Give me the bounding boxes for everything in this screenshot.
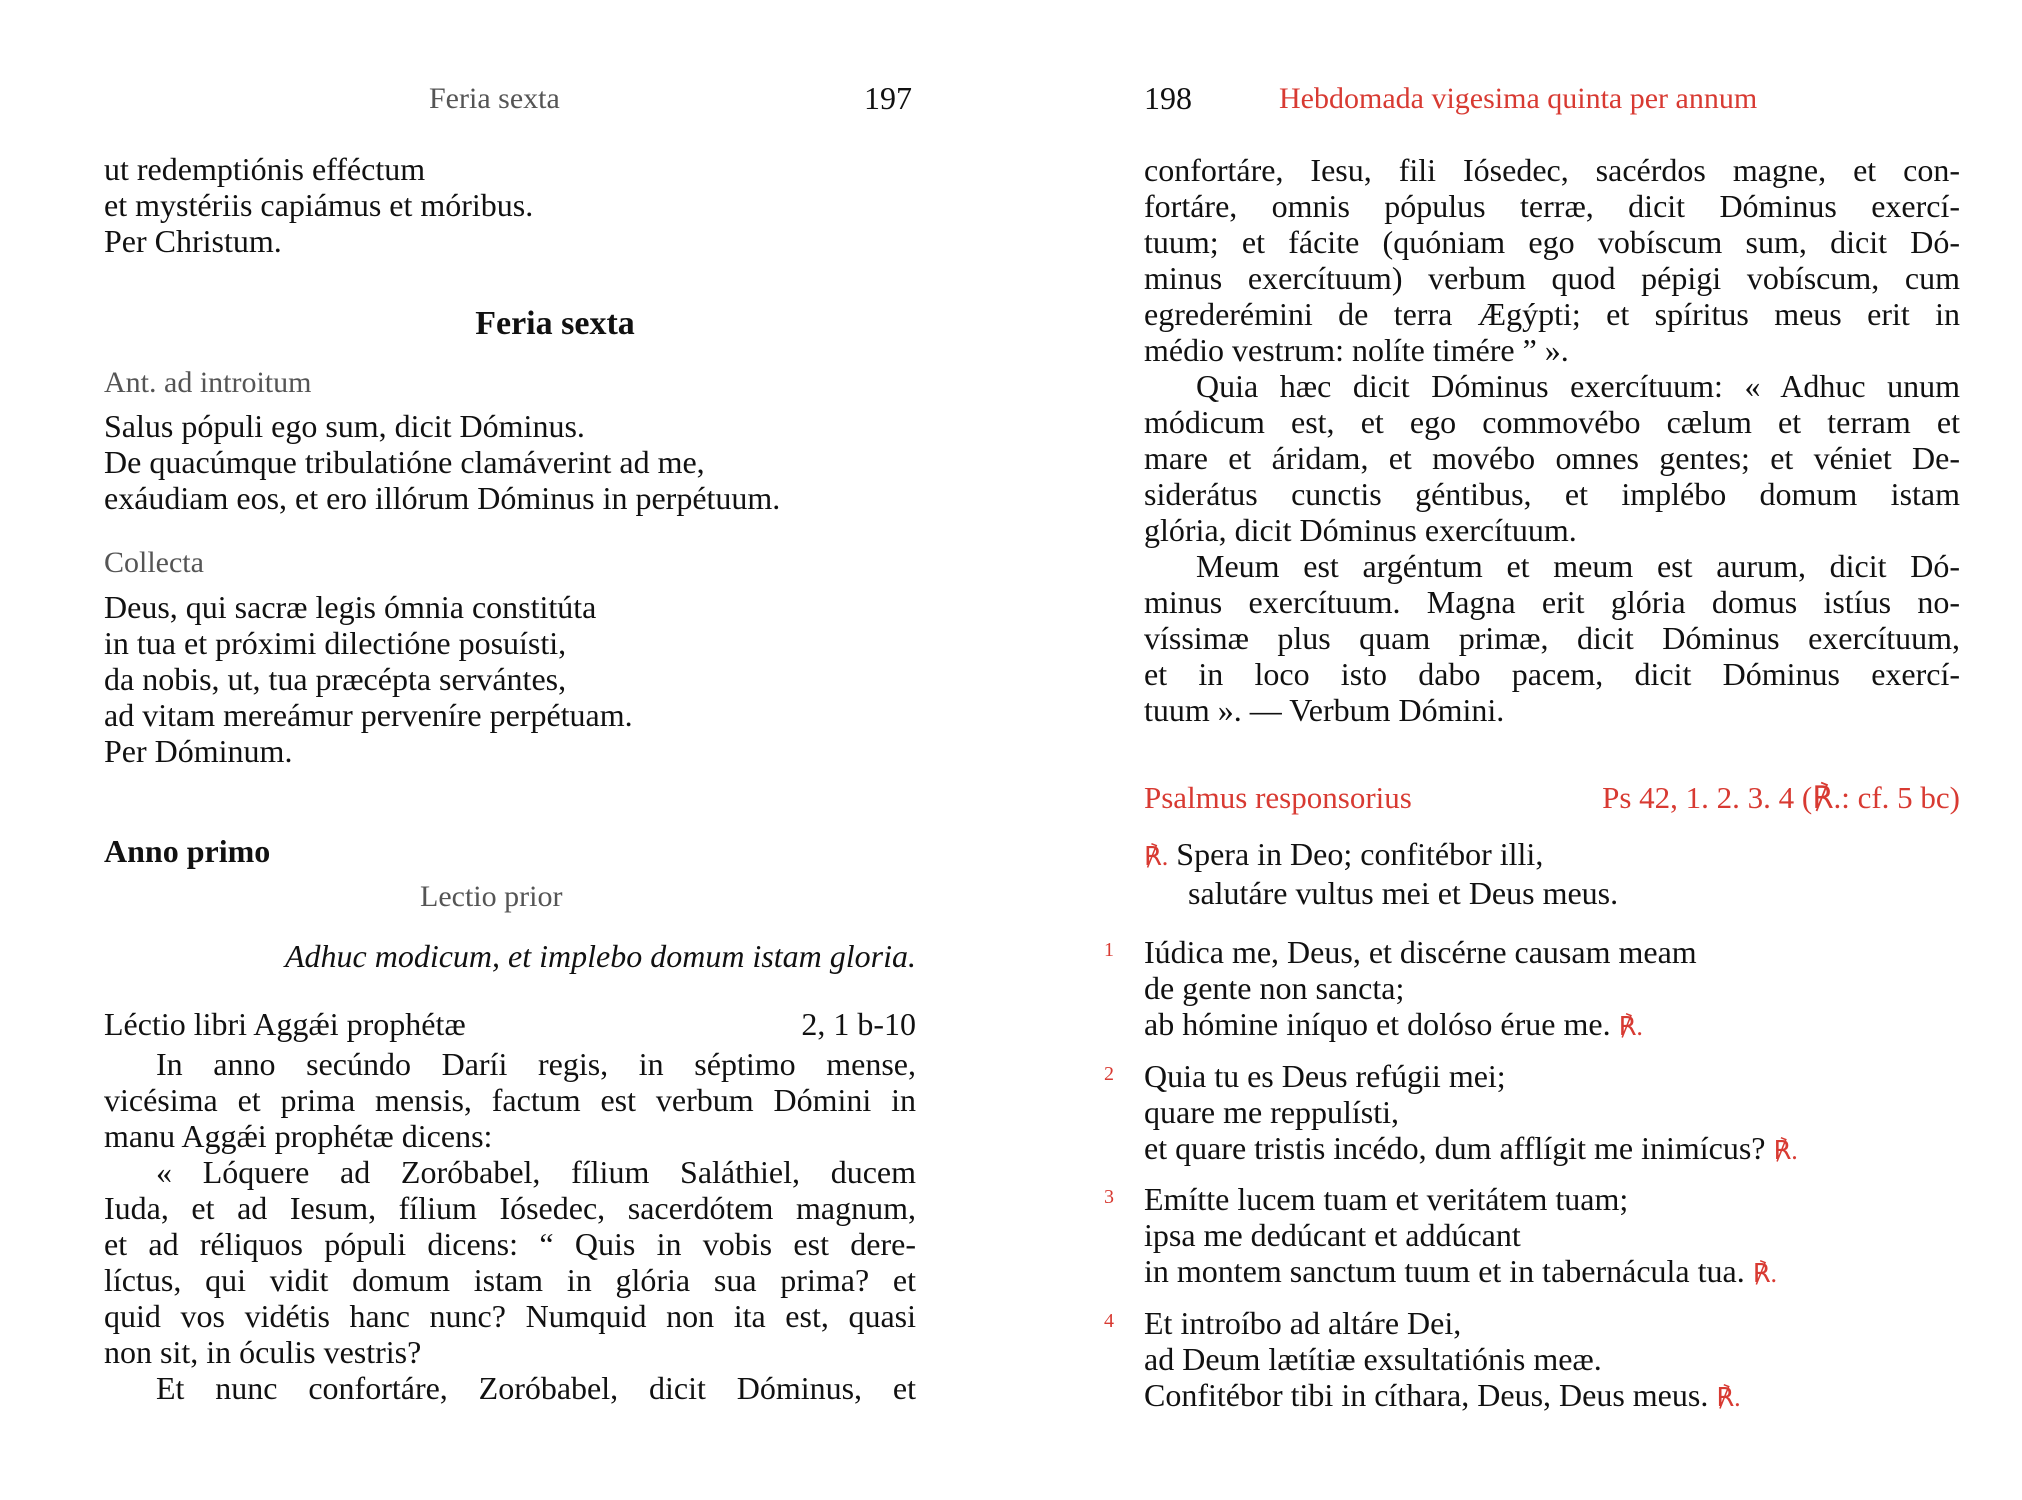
reading-text	[104, 1046, 916, 1406]
stanza-line: Emítte lucem tuam et veritátem tuam;	[1144, 1181, 1629, 1217]
response-mark: ℟.	[1752, 1259, 1778, 1288]
reading-line: confortáre, Iesu, fili Iósedec, sacérdos magne, et con-	[1144, 152, 1960, 188]
stanza-line: ab hómine iníquo et dolóso érue me.	[1144, 1006, 1611, 1042]
psalm-stanza	[1104, 1305, 1960, 1416]
reading-line: Et nunc confortáre, Zoróbabel, dicit Dóminus, et	[156, 1370, 916, 1406]
reading-line: minus exercítuum) verbum quod pépigi vobíscum, cum	[1144, 260, 1960, 296]
psalm-label: Psalmus responsorius	[1144, 780, 1412, 815]
collect-text	[104, 589, 916, 769]
introit-line: De quacúmque tribulatióne clamáverint ad me,	[104, 444, 705, 480]
stanza-line: ipsa me dedúcant et addúcant	[1144, 1217, 1521, 1253]
reading-line: módicum est, et ego commovébo cælum et terram et	[1144, 404, 1960, 440]
collect-line: da nobis, ut, tua præcépta servántes,	[104, 661, 567, 697]
prayer-line: Per Christum.	[104, 223, 282, 259]
response-mark: ℟.	[1716, 1383, 1741, 1412]
stanza-number: 1	[1104, 939, 1114, 961]
page-number-left: 197	[864, 80, 912, 116]
introit-text	[104, 408, 916, 516]
year-heading: Anno primo	[104, 833, 271, 869]
reading-line: minus exercítuum. Magna erit glória domus istíus no-	[1144, 584, 1960, 620]
reading-line: médio vestrum: nolíte timére ” ».	[1144, 332, 1569, 368]
reading-line: quid vos vidétis hanc nunc? Numquid non ita est, quasi	[104, 1298, 916, 1334]
stanza-line: quare me reppulísti,	[1144, 1094, 1400, 1130]
response-line: Spera in Deo; confitébor illi,	[1176, 836, 1544, 872]
stanza-line: de gente non sancta;	[1144, 970, 1405, 1006]
response-mark: ℟.	[1773, 1136, 1798, 1165]
reading-reference: 2, 1 b-10	[801, 1006, 916, 1042]
collect-line: ad vitam mereámur perveníre perpétuam.	[104, 697, 633, 733]
stanza-line: in montem sanctum tuum et in tabernácula tua.	[1144, 1253, 1745, 1289]
reading-line: Quia hæc dicit Dóminus exercítuum: « Adhuc unum	[1196, 368, 1960, 404]
response-block	[1144, 836, 1960, 911]
response-line: salutáre vultus mei et Deus meus.	[1188, 875, 1619, 911]
reading-summary: Adhuc modicum, et implebo domum istam gloria.	[284, 938, 916, 974]
reading-line: glória, dicit Dóminus exercítuum.	[1144, 512, 1577, 548]
introit-label: Ant. ad introitum	[104, 366, 312, 399]
stanza-line: Quia tu es Deus refúgii mei;	[1144, 1058, 1506, 1094]
reading-line: tuum ». — Verbum Dómini.	[1144, 692, 1505, 728]
psalm-reference: Ps 42, 1. 2. 3. 4 (℟.: cf. 5 bc)	[1602, 780, 1960, 815]
running-head-right: Hebdomada vigesima quinta per annum	[1279, 82, 1758, 115]
psalm-stanza	[1104, 1058, 1960, 1169]
reading-title-row	[104, 1006, 916, 1042]
collect-line: Per Dóminum.	[104, 733, 293, 769]
reading-title: Léctio libri Aggǽi prophétæ	[104, 1006, 466, 1042]
reading-line: tuum; et fácite (quóniam ego vobíscum sum, dicit Dó-	[1144, 224, 1960, 260]
reading-line: manu Aggǽi prophétæ dicens:	[104, 1118, 493, 1154]
response-mark: ℟.	[1144, 842, 1169, 871]
reading-line: et in loco isto dabo pacem, dicit Dóminus exercí-	[1144, 656, 1960, 692]
reading-label: Lectio prior	[420, 880, 563, 913]
stanza-number: 3	[1104, 1186, 1114, 1208]
stanza-line: ad Deum lætítiæ exsultatiónis meæ.	[1144, 1341, 1602, 1377]
stanza-number: 2	[1104, 1063, 1114, 1085]
reading-line: siderátus cunctis géntibus, et implébo domum istam	[1144, 476, 1960, 512]
reading-line: líctus, qui vidit domum istam in glória sua prima? et	[104, 1262, 916, 1298]
response-mark: ℟.	[1618, 1012, 1643, 1041]
collect-line: in tua et próximi dilectióne posuísti,	[104, 625, 567, 661]
psalm-stanza	[1104, 1181, 1960, 1292]
stanza-number: 4	[1104, 1310, 1114, 1332]
reading-line: In anno secúndo Daríi regis, in séptimo mense,	[156, 1046, 916, 1082]
reading-line: fortáre, omnis pópulus terræ, dicit Dóminus exercí-	[1144, 188, 1960, 224]
page-number-right: 198	[1144, 80, 1192, 116]
stanza-line: Iúdica me, Deus, et discérne causam meam	[1144, 934, 1697, 970]
stanza-line: et quare tristis incédo, dum afflígit me inimícus?	[1144, 1130, 1766, 1166]
reading-line: Meum est argéntum et meum est aurum, dicit Dó-	[1196, 548, 1960, 584]
collect-line: Deus, qui sacræ legis ómnia constitúta	[104, 589, 597, 625]
prayer-line: ut redemptiónis efféctum	[104, 151, 426, 187]
stanza-line: Et introíbo ad altáre Dei,	[1144, 1305, 1462, 1341]
day-heading: Feria sexta	[475, 305, 635, 342]
reading-line: non sit, in óculis vestris?	[104, 1334, 422, 1370]
reading-line: vicésima et prima mensis, factum est verbum Dómini in	[104, 1082, 916, 1118]
reading-line: et ad réliquos pópuli dicens: “ Quis in vobis est dere-	[104, 1226, 916, 1262]
reading-continued	[1144, 152, 1960, 728]
reading-line: Iuda, et ad Iesum, fílium Iósedec, sacerdótem magnum,	[104, 1190, 916, 1226]
reading-line: « Lóquere ad Zoróbabel, fílium Saláthiel, ducem	[156, 1154, 916, 1190]
introit-line: exáudiam eos, et ero illórum Dóminus in perpétuum.	[104, 480, 781, 516]
prayer-end	[104, 151, 916, 259]
running-head-left: Feria sexta	[429, 82, 560, 115]
reading-line: mare et áridam, et movébo omnes gentes; et véniet De-	[1144, 440, 1960, 476]
prayer-line: et mystériis capiámus et móribus.	[104, 187, 534, 223]
stanza-line: Confitébor tibi in cíthara, Deus, Deus meus.	[1144, 1377, 1709, 1413]
psalm-stanza	[1104, 934, 1960, 1045]
reading-line: egrederémini de terra Ægýpti; et spíritus meus erit in	[1144, 296, 1960, 332]
reading-line: víssimæ plus quam primæ, dicit Dóminus exercítuum,	[1144, 620, 1960, 656]
collect-label: Collecta	[104, 546, 204, 579]
introit-line: Salus pópuli ego sum, dicit Dóminus.	[104, 408, 585, 444]
